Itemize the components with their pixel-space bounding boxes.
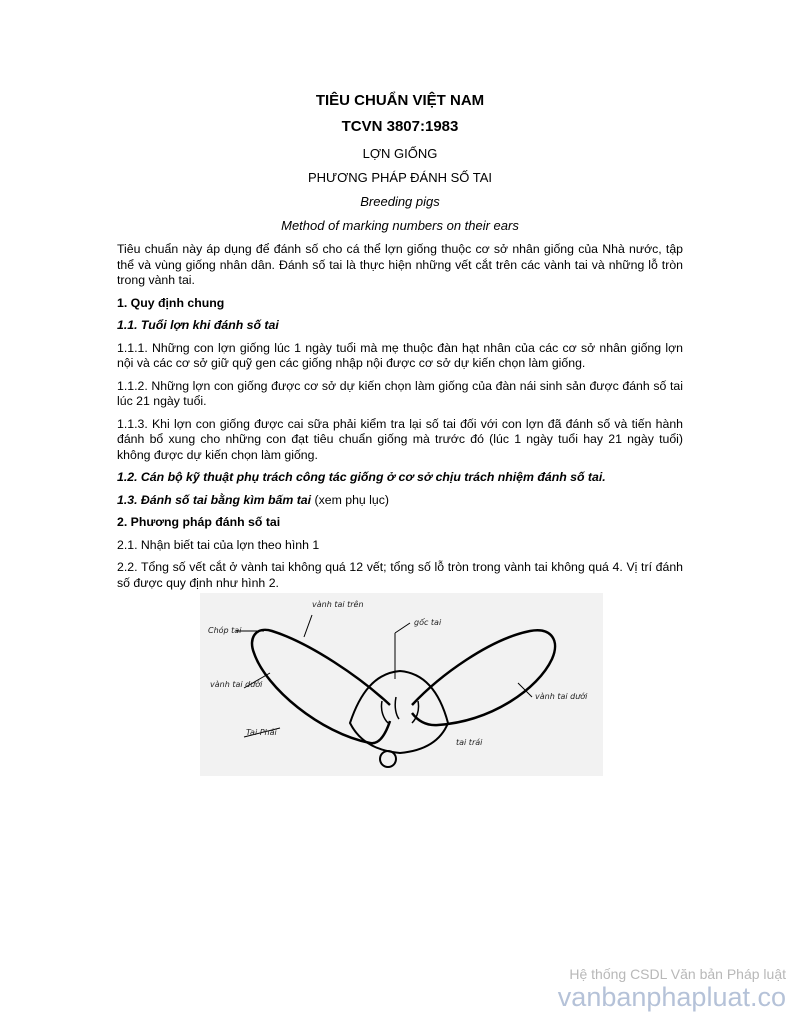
paragraph-2-2: 2.2. Tổng số vết cắt ở vành tai không quá 12 vết; tổng số lỗ tròn trong vành tai không quá 4. Vị trí đánh số được quy định như hình 2. <box>117 560 683 590</box>
label-lower-rim-right: vành tai dưới <box>535 692 588 701</box>
paragraph-1-1-2: 1.1.2. Những lợn con giống được cơ sở dự kiến chọn làm giống của đàn nái sinh sản được đánh số tai lúc 21 ngày tuổi. <box>117 378 683 408</box>
label-top-rim: vành tai trên <box>312 600 364 609</box>
watermark-line-1: Hệ thống CSDL Văn bản Pháp luật <box>569 966 786 982</box>
paragraph-1-1-1: 1.1.1. Những con lợn giống lúc 1 ngày tuổi mà mẹ thuộc đàn hạt nhân của các cơ sở nhân giống lợn nội và các cơ sở giữ quỹ gen các giống nhập nội được cơ sở dự kiến chọn làm giống. <box>117 340 683 370</box>
doc-subject: LỢN GIỐNG <box>362 146 438 161</box>
doc-method-en: Method of marking numbers on their ears <box>281 218 519 233</box>
intro-paragraph: Tiêu chuẩn này áp dụng để đánh số cho cá thể lợn giống thuộc cơ sở nhân giống của Nhà nước, tập thể và vùng giống nhân dân. Đánh số tai là thực hiện những vết cắt trên các vành tai và những lỗ tròn trong vành tai. <box>117 242 683 287</box>
paragraph-2-1: 2.1. Nhận biết tai của lợn theo hình 1 <box>117 537 320 552</box>
label-left-ear: tai trái <box>456 738 483 747</box>
ear-diagram-figure <box>200 593 603 776</box>
doc-method: PHƯƠNG PHÁP ĐÁNH SỐ TAI <box>307 170 493 185</box>
section-1-heading: 1. Quy định chung <box>117 295 225 310</box>
section-1-1-heading: 1.1. Tuổi lợn khi đánh số tai <box>117 318 279 332</box>
paragraph-1-2: 1.2. Cán bộ kỹ thuật phụ trách công tác giống ở cơ sở chịu trách nhiệm đánh số tai. <box>117 470 606 484</box>
document-body <box>117 92 683 598</box>
doc-subject-en: Breeding pigs <box>360 194 440 209</box>
section-2-heading: 2. Phương pháp đánh số tai <box>117 515 281 529</box>
label-right-ear: Tai Phải <box>246 728 277 737</box>
watermark-line-2: vanbanphapluat.co <box>557 982 786 1012</box>
watermark <box>558 966 786 1012</box>
paragraph-1-3-bold: 1.3. Đánh số tai bằng kìm bấm tai <box>117 492 312 507</box>
paragraph-1-3 <box>117 493 683 509</box>
doc-code: TCVN 3807:1983 <box>341 118 459 135</box>
ear-diagram <box>200 593 603 776</box>
label-ear-tip: Chóp tai <box>208 626 242 635</box>
label-lower-rim-left: vành tai dưới <box>210 680 263 689</box>
paragraph-1-1-3: 1.1.3. Khi lợn con giống được cai sữa phải kiểm tra lại số tai đối với con lợn đã đánh số và tiến hành đánh bổ xung cho những con đạt tiêu chuẩn giống mà trước đó (lúc 1 ngày tuổi hay 21 ngày tuổi) không được dự kiến chọn làm giống. <box>117 416 683 462</box>
paragraph-1-3-rest: (xem phụ lục) <box>311 492 389 507</box>
doc-title: TIÊU CHUẨN VIỆT NAM <box>315 92 485 109</box>
label-ear-base: gốc tai <box>414 618 442 627</box>
